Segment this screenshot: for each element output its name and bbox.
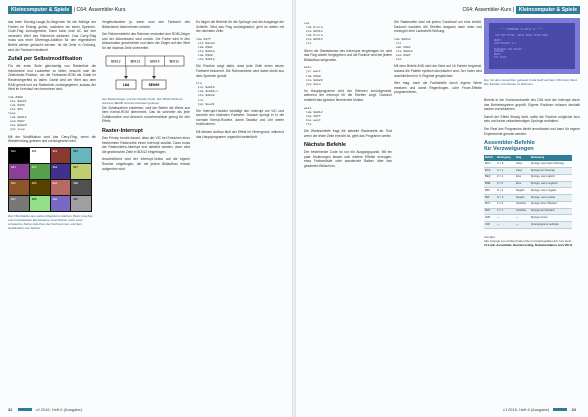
palette-swatch [71, 164, 91, 179]
table-header-cell: Bedeutung [530, 155, 572, 162]
subheading: Nächste Befehle [304, 142, 346, 149]
table-body [484, 161, 572, 228]
section-separator: | [512, 7, 516, 13]
palette-swatch [9, 164, 29, 179]
paragraph: Die Routine sorgt dafür, dass jede Zeile einen neuen Farbwert bekommt. Die Rahmenfarbe wird dabei direkt aus dem Speicher geholt. [196, 64, 284, 78]
table-cell: Springe bei Überlauf [530, 208, 572, 215]
table-cell: Carry [515, 167, 530, 174]
paragraph: Die Rasterzeile wird mit jedem Durchlauf um eins erhöht. Dadurch wandern die Streifen langsam nach oben und erzeugen eine Laufschrift-Wirkung. [394, 20, 482, 34]
table-cell: BPL [484, 195, 496, 202]
table-cell: N = 1 [496, 188, 515, 195]
palette-swatch-label: $02 [52, 149, 58, 153]
table-row [484, 188, 572, 195]
figure-caption: Die C64-Palette aus sieben Registernr-Farben: Beim Löschen und zurückwirken Einzelsteine verschieben unter einer schwarzen Farbe zwischen der Farbnummer und dem Grafikstatus der Sprites. [8, 213, 93, 231]
table-cell: Unterprogramm aufrufen [530, 222, 572, 229]
table-cell: Negativ [515, 188, 530, 195]
table-cell: Springe ohne Überlauf [530, 201, 572, 208]
paragraph: Mit dem Befehl AND wird der Wert auf 16 Farben begrenzt, sodass die Palette zyklisch durchlaufen wird. Der Index wird anschließend im X-Register gespeichert. [394, 64, 482, 78]
palette-swatch [9, 196, 29, 211]
table-cell: Overflow [515, 201, 530, 208]
code-listing: lda $d012 clc adc #$01 sta $d012 and #$0f tax [394, 36, 413, 62]
palette-swatch [51, 164, 71, 179]
palette-swatch [71, 180, 91, 195]
table-cell: JSR [484, 222, 496, 229]
table-cell: — [515, 215, 530, 222]
paragraph: Anschließend wird der Interrupt-Vektor auf die eigene Routine umgebogen, die mit jedem Bildaufbau einmal aufgerufen wird. [102, 157, 190, 171]
palette-swatch-label: $00 [11, 149, 16, 153]
palette-swatch [9, 148, 29, 163]
palette-swatch-label: $04 [11, 165, 16, 169]
palette-swatch-label: $03 [73, 149, 78, 153]
code-listing: wait lda $d012 cmp #$ff bne wait rts [304, 105, 323, 126]
left-column-3 [196, 20, 284, 142]
page-number: 32 [8, 407, 13, 412]
paragraph: Bereits in der Kommandozeile des C64 wird der Interrupt durch das Betriebssystem geprüft. Eigene Routinen müssen deshalb sauber zurückkehren. [484, 98, 580, 112]
table-header-cell: Flag [515, 155, 530, 162]
section-label: Kleincomputer & Spiele [516, 6, 580, 14]
sidebar-label: Literatur [484, 234, 496, 239]
table-cell: Z = 1 [496, 174, 515, 181]
table-row [484, 222, 572, 229]
table-row [484, 181, 572, 188]
palette-swatch-label: $07 [73, 165, 78, 169]
box-title-line2: für Verzweigungen [484, 146, 534, 153]
article-title: C64: Assembler-Kurs [462, 7, 512, 13]
right-column-1 [304, 20, 392, 172]
palette-swatch [30, 148, 50, 163]
right-page-header [304, 5, 580, 16]
palette-swatch-label: $09 [31, 181, 37, 185]
table-cell: BEQ [484, 174, 496, 181]
table-header-cell: Bedingung [496, 155, 515, 162]
mem-opcode: LDA [122, 83, 130, 88]
c64-screen-text: **** COMMODORE 64 BASIC V2 **** 64K RAM SYSTEM 38911 BASIC BYTES FREE READY. LOAD"RASTER",8,1 SEARCHING FOR RASTER LOADING READY. SYS 49152 [494, 28, 548, 59]
table-cell: BNE [484, 181, 496, 188]
sidebar-link[interactable]: c't-Link: Assembler, Kernal-Listing, Dokumentation zum VIC-II [484, 243, 573, 248]
paragraph: Damit der Effekt flüssig läuft, sollte die Routine möglichst kurz sein und keine zeitaufwendigen Sprünge enthalten. [484, 114, 580, 124]
code-listing: irq inc $d019 lda $e000,x sta $d020 inx jmp $ea31 [196, 81, 219, 106]
table-row [484, 215, 572, 222]
paragraph: Es folgen die Befehle für die Sprünge und die Ausgänge der Schleife. Wird das Flag zurückgesetzt, geht es weiter mit der nächsten Zeile. [196, 20, 284, 34]
sidebar-text: Alle Listings zum Artikel finden Sie im Downloadbereich zum Heft. [484, 239, 572, 244]
paragraph: Der Rahmenbefehl des Rahmen verändert den ROM-Zeiger und der Akkumulator wird zurück. Die Farbe wird in den Akkumulator geschrieben und dann der Zeiger auf den Wert für die nächste Zeile vorbereitet. [102, 32, 190, 50]
palette-swatch-label: $0D [31, 197, 37, 201]
table-cell: — [515, 222, 530, 229]
paragraph: Die Warteschleife fragt die aktuelle Rasterzeile ab. Erst wenn die letzte Zeile erreicht ist, geht das Programm weiter. [304, 129, 392, 138]
table-row [484, 208, 572, 215]
table-row [484, 174, 572, 181]
article-title: C64: Assembler-Kurs [76, 7, 126, 13]
paragraph: Die Zufallszahlen entstehen, weil der Befehl die Werte aus dem Kernal-ROM übernimmt. Das ist schneller als jede Zufallsroutine und dennoch unvorhersehbar genug für den Effekt. [102, 105, 190, 124]
table-cell: BCS [484, 167, 496, 174]
palette-swatch-label: $0E [52, 197, 58, 201]
right-column-3 [484, 98, 580, 248]
palette-swatch-label: $06 [52, 165, 58, 169]
c64-color-palette-figure [8, 147, 92, 212]
paragraph: das beim Dreckig-Lauge-Zu-Beginnen für die Abfolge der Farben im Eintrag gelöst, nachdem sie einen Speicher-Code-Flag zurückgesetzt. Dann kann man AC auf den neuesten Wert des Rahmens addieren. Das Carry-Flag muss aus einer Übertrags-Addition für den eigentlichen Befehl wieder gelöscht werden. Ist die Zeile in Ordnung, wird der Farbwert bestimmt. [8, 20, 96, 52]
palette-swatch-label: $08 [11, 181, 16, 185]
table-cell: BCC [484, 161, 496, 167]
table-cell: Negativ [515, 195, 530, 202]
code-listing: lda #$7f sta $dc0d lda #$01 sta $d01a lda #$80 sta $d012 [196, 36, 215, 62]
table-cell: C = 1 [496, 167, 515, 174]
c64-screenshot [484, 18, 580, 74]
palette-swatch-label: $0B [73, 181, 78, 185]
table-header-cell: Befehl [484, 155, 496, 162]
section-separator: | [73, 7, 77, 13]
figure-caption: Der Rasterzeiger und der Zufalls-Code: Der ROM-Inhalt an Adresse $E000 wird als Farbwert gelesen. [102, 97, 183, 106]
footer-text: c't 2016, Heft 6 (Ausgabe) [502, 407, 550, 412]
paragraph: Mit diesem Aufbau läuft der Effekt im Hintergrund, während das Hauptprogramm ungestört weiterläuft. [196, 130, 284, 139]
paragraph: Im Hauptprogramm wird der Rahmen zurückgesetzt, während der Interrupt für die Streifen sorgt. Dadurch entsteht das typische flimmernde Muster. [304, 88, 392, 102]
mem-label: $D014 [149, 59, 160, 64]
footer-bar [18, 408, 32, 411]
footer-text: c't 2016, Heft 6 (Ausgabe) [35, 407, 83, 412]
paragraph: Mit der Modifikation wird das Carry-Flag, wenn die Wiederholung gelesen und zurückgesetzt wird. [8, 134, 96, 144]
table-cell: Overflow [515, 208, 530, 215]
table-cell: Springe, wenn negativ [530, 188, 572, 195]
right-column-2 [394, 20, 482, 98]
palette-swatch [30, 196, 50, 211]
table-cell: BVC [484, 201, 496, 208]
mem-label: $D013 [130, 59, 141, 64]
table-cell: Zero [515, 181, 530, 188]
left-page-header [8, 5, 284, 16]
table-cell: BVS [484, 208, 496, 215]
palette-swatch [51, 148, 71, 163]
palette-swatch [51, 180, 71, 195]
memory-diagram [102, 54, 188, 92]
branch-instructions-table [484, 155, 572, 229]
palette-swatch [51, 196, 71, 211]
box-title-line1: Assembler-Befehle [484, 140, 535, 147]
table-cell: Carry [515, 161, 530, 167]
code-listing: main jsr wait lda #$00 sta $d020 jmp main [304, 65, 323, 86]
table-cell: Springe, wenn gleich [530, 174, 572, 181]
table-cell: Springe immer [530, 215, 572, 222]
section-label: Kleincomputer & Spiele [8, 6, 72, 14]
footer-bar [553, 408, 567, 411]
table-row [484, 201, 572, 208]
palette-swatch-label: $05 [31, 165, 37, 169]
paragraph: Der Interrupt-Handler bestätigt den Interrupt am VIC und schreibt den nächsten Farbwert. Danach springt er in die normale Kernal-Routine, damit Tastatur und Uhr weiter funktionieren. [196, 108, 284, 127]
table-cell: BMI [484, 188, 496, 195]
left-page [0, 0, 292, 417]
table-cell: Springe, wenn positiv [530, 195, 572, 202]
table-cell: N = 0 [496, 195, 515, 202]
mem-label: $D012 [110, 59, 121, 64]
paragraph: Das Prinzip beruht darauf, dass der VIC bei Erreichen einer bestimmten Rasterzeile einen Interrupt auslöst. Dazu muss der Rasterzeilen-Interrupt erst aktiviert werden, dann wird die gewünschte Zeile in $D012 eingetragen. [102, 135, 190, 154]
branch-instructions-box [484, 140, 572, 229]
paragraph: Vergleichswerte ja, wenn man den Farbwert des Bildschirms übernehmen möchte. [102, 20, 190, 29]
table-cell: — [496, 222, 515, 229]
right-page [296, 0, 588, 417]
palette-swatch-label: $01 [31, 149, 37, 153]
left-column-2 [102, 20, 190, 174]
paragraph: Für die erste Stufe gleichzeitig von Rasterlinie die Handreiche und Laufzeiten zu fallen, braucht man die Zeilenfarbe-Position, um die Farbwerte-ROM als Zufall im Rasterzeigerfeld zu laden. Damit wird der Wert aus dem RAM geholt und zur Rasterlinie zurückgegeben, sodass der Wert im Kreislauf neu berechnet wird. [8, 64, 96, 92]
right-page-footer [503, 407, 580, 412]
table-cell: — [496, 215, 515, 222]
code-listing: lda #$00 sta $d021 lda #$36 sta $01 loop lda $d012 and #$07 sta $d020 jmp loop [8, 94, 27, 132]
subheading: Zufall per Selbstmodifikation [8, 56, 82, 63]
table-cell: Springe bei Übertrag [530, 167, 572, 174]
palette-swatch [30, 180, 50, 195]
palette-swatch [71, 148, 91, 163]
palette-swatch-label: $0A [52, 181, 58, 185]
paragraph: Der Rest des Programms bleibt unverändert und kann für eigene Experimente genutzt werden. [484, 126, 580, 136]
table-cell: Springe, wenn ungleich [530, 181, 572, 188]
left-column-1 [8, 20, 96, 231]
paragraph: Der bestehende Code ist nur ein Ausgangspunkt. Mit ein paar Änderungen lassen sich weitere Effekte erzeugen, etwa Farbverläufe oder wandernde Balken über den gesamten Bildschirm. [304, 150, 392, 169]
table-cell: Springe, wenn kein Übertrag [530, 161, 572, 167]
screenshot-caption: Der mit dem Assembler gebaute Code läuft auf dem C64 beim Start. Die Streifen erscheinen im Rahmen. [484, 78, 578, 87]
table-cell: C = 0 [496, 161, 515, 167]
table-cell: V = 1 [496, 208, 515, 215]
table-cell: JMP [484, 215, 496, 222]
code-listing: sei lda #<irq sta $0314 lda #>irq sta $0315 cli [304, 21, 323, 46]
palette-swatch-label: $0F [73, 197, 78, 201]
sidebar-literature [484, 235, 580, 248]
palette-swatch [9, 180, 29, 195]
table-row [484, 167, 572, 174]
palette-swatch [71, 196, 91, 211]
table-header-row [484, 155, 572, 162]
subheading: Raster-Interrupt [102, 127, 143, 134]
palette-swatch [30, 164, 50, 179]
page-number: 33 [571, 407, 576, 412]
table-row [484, 195, 572, 202]
paragraph: Wenn die Startadresse des Interrupts eingetragen ist, wird das Flag wieder freigegeben und die Routine wird bei jedem Bildaufbau aufgerufen. [304, 48, 392, 62]
mem-address: $E000 [148, 83, 160, 88]
palette-swatch-label: $0C [11, 197, 16, 201]
table-cell: Zero [515, 174, 530, 181]
paragraph: Wer mag, kann die Farbtabelle durch eigene Werte ersetzen und damit Regenbogen- oder Feuer-Effekte programmieren. [394, 81, 482, 95]
mem-label: $D015 [169, 59, 180, 64]
table-cell: V = 0 [496, 201, 515, 208]
table-cell: Z = 0 [496, 181, 515, 188]
left-page-footer [8, 407, 82, 412]
